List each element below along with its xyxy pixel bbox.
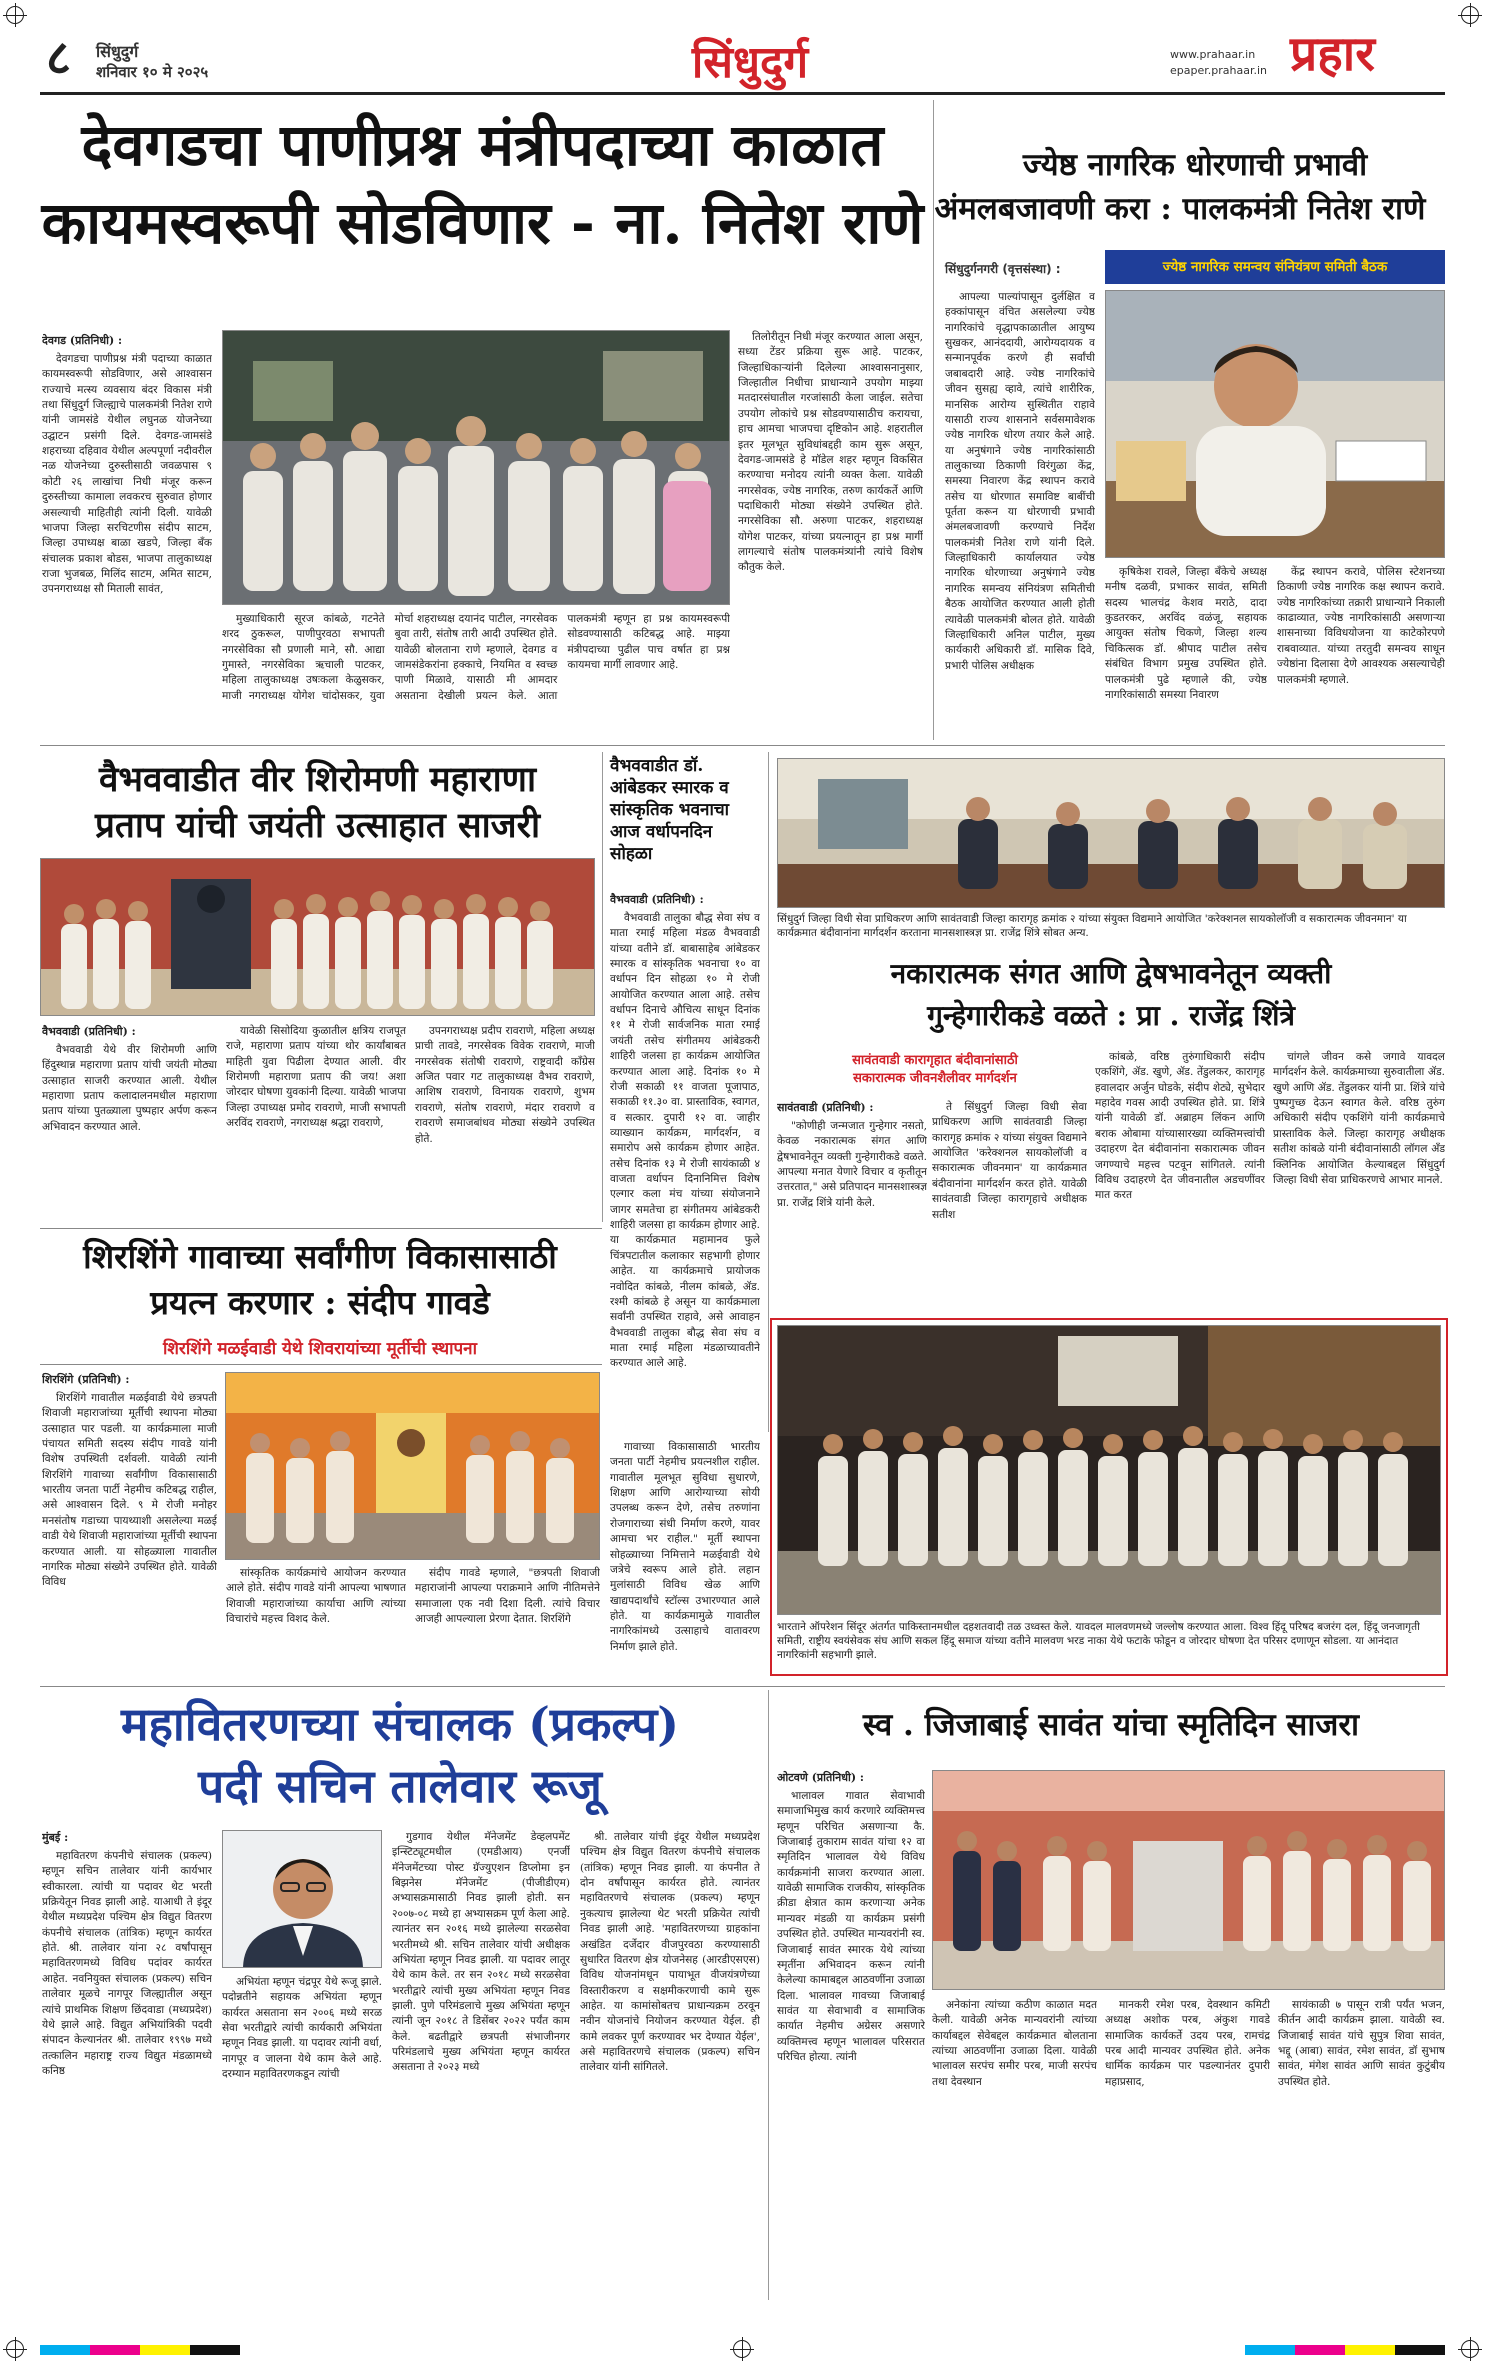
a9-a10-divider [768, 1690, 769, 2300]
a4-a5-divider [768, 752, 769, 1432]
a6-body-col0: "कोणीही जन्मजात गुन्हेगार नसतो, केवळ नकारात्मक संगत आणि द्वेषभावनेतून व्यक्ती गुन्हेगारीकडे वळते. आपल्या मनात येणारे विचार व कृतीतून उत्तरतात," असे प्रतिपादन मानसशास्त्रज्ञ प्रा. राजेंद्र शिंत्रे यांनी केले. [777, 1119, 927, 1209]
a1-dateline: देवगड (प्रतिनिधी) : [42, 334, 123, 347]
section-title: सिंधुदुर्ग [691, 37, 809, 88]
a6-body-col2: कांबळे, वरिष्ठ तुरुंगाधिकारी संदीप एकशिंगे, ॲड. खुणे, ॲड. तेंडुलकर, कारागृह हवालदार अर्जुन घोडके, संदीप शेट्ये, सुभेदार महादेव गवस आदी उपस्थित होते. प्रा. शिंत्रे यांनी यावेळी डॉ. अब्राहम लिंकन आणि बराक ओबामा यांच्यासारख्या व्यक्तिमत्त्वांची उदाहरण देत बंदीवानांना सकारात्मक जीवन जगण्याचे महत्त्व पटवून सांगितले. त्यांनी विविध उदाहरणे देत जीवनातील अडचणींवर मात करत [1095, 1051, 1265, 1202]
a2-photo-illustration [1106, 291, 1445, 558]
a1-column-4 [738, 330, 923, 735]
a9-column-3 [392, 1830, 570, 2295]
a7-column-2 [226, 1566, 406, 1672]
a1-photo-illustration [223, 331, 730, 605]
a2-column-2 [1105, 565, 1267, 735]
a6-body-col3: चांगले जीवन कसे जगावे यावदल मार्गदर्शन केले. कार्यक्रमाच्या सुरुवातीला ॲड. खुणे आणि ॲड. तेंडुलकर यांनी प्रा. शिंत्रे यांचे पुष्पगुच्छ देऊन स्वागत केले. वरिष्ठ तुरुंग अधिकारी संदीप एकशिंगे यांनी कार्यक्रमाचे प्रास्ताविक केले. जिल्हा कारागृह अधीक्षक सतीश कांबळे यांनी बंदीवानांसाठी लॉगल अँड क्लिनिक आयोजित केल्याबद्दल सिंधुदुर्ग जिल्हा विधी सेवा प्राधिकरणचे आभार मानले. [1273, 1051, 1445, 1186]
a3-dateline: वैभववाडी (प्रतिनिधी) : [42, 1025, 136, 1038]
a10-dateline: ओटवणे (प्रतिनिधी) : [777, 1771, 864, 1784]
color-bar-right [1245, 2345, 1445, 2355]
a3-column-3 [415, 1024, 595, 1219]
a9-portrait [222, 1830, 382, 1968]
registration-mark-top-left [6, 6, 24, 24]
a2-body-col2: कृषिकेश रावले, जिल्हा बँकेचे अध्यक्ष मनीष दळवी, प्रभाकर सावंत, समिती सदस्य भालचंद्र केशव मराठे, दादा कुडतरकर, अरविंद वळंजू, सहायक आयुक्त संतोष चिकणे, जिल्हा शल्य चिकित्सक डॉ. श्रीपाद पाटील तसेच संबंधित विभाग प्रमुख उपस्थित होते. पालकमंत्री पुढे म्हणाले की, ज्येष्ठ नागरिकांसाठी समस्या निवारण [1105, 566, 1267, 701]
a4-column [610, 892, 760, 1422]
a1-headline-line1: देवगडचा पाणीप्रश्न मंत्रीपदाच्या काळात [81, 111, 884, 179]
registration-mark-bottom-right [1461, 2340, 1479, 2358]
a1-photo [222, 330, 730, 605]
a3-body-col2: यावेळी सिसोदिया कुळातील क्षत्रिय राजपूत राजे, महाराणा प्रताप यांच्या थोर कार्यांबाबत माहिती युवा पिढीला देण्यात आली. वीर शिरोमणी महाराणा प्रताप की जय! अशा जोरदार घोषणा युवकांनी दिल्या. यावेळी भाजपा जिल्हा उपाध्यक्ष प्रमोद रावराणे, माजी सभापती अरविंद रावराणे, नगराध्यक्ष श्रद्धा रावराणे, [226, 1025, 406, 1130]
a7-body-col1: शिरशिंगे गावातील मळईवाडी येथे छत्रपती शिवाजी महाराजांच्या मूर्तीची स्थापना मोठ्या उत्साहात पार पडली. या कार्यक्रमाला माजी पंचायत समिती सदस्य संदीप गावडे यांनी विशेष उपस्थिती दर्शवली. यावेळी त्यांनी शिरशिंगे गावाच्या सर्वांगीण विकासासाठी भारतीय जनता पार्टी नेहमीच कटिबद्ध राहील, असे आश्वासन दिले. ९ मे रोजी मनोहर मनसंतोष गडाच्या पायथ्याशी असलेल्या मळई वाडी येथे शिवाजी महाराजांच्या मूर्तीची स्थापना करण्यात आली. या सोहळ्याला गावातील नागरिक मोठ्या संख्येने उपस्थित होते. यावेळी विविध [42, 1391, 217, 1589]
a7-column-3 [415, 1566, 600, 1672]
a4-dateline: वैभववाडी (प्रतिनिधी) : [610, 893, 704, 906]
masthead-city: सिंधुदुर्ग [96, 42, 139, 61]
a3-photo [40, 858, 595, 1016]
a1-photo-caption: मुख्याधिकारी सूरज कांबळे, गटनेते शरद ठुकरूल, पाणीपुरवठा सभापती नगरसेविका सौ प्रणाली माने, सौ. आद्या गुमास्ते, नगरसेविका ऋचाली पाटकर, महिला तालुकाध्यक्ष उषःकला केळुसकर, माजी नगराध्यक्ष योगेश चांदोसकर, युवा मोर्चा शहराध्यक्ष दयानंद पाटील, नगरसेवक बुवा तारी, संतोष तारी आदी उपस्थित होते. यावेळी बोलताना राणे म्हणाले, देवगड व जामसंडेकरांना हक्काचे, नियमित व स्वच्छ पाणी मिळावे, यासाठी मी आमदार असताना देखीली प्रयत्न केले. आता पालकमंत्री म्हणून हा प्रश्न कायमस्वरूपी सोडवण्यासाठी कटिबद्ध आहे. माझ्या मंत्रीपदाच्या पुढील पाच वर्षात हा प्रश्न कायमचा मार्गी लावणार आहे. [222, 613, 730, 702]
a2-body-col1: आपल्या पाल्यांपासून दुर्लक्षित व हक्कांपासून वंचित असलेल्या ज्येष्ठ नागरिकांचे वृद्धापकाळातील आयुष्य सुखकर, आनंददायी, आरोग्यदायक व सन्मानपूर्वक करणे ही सर्वांची जबाबदारी आहे. ज्येष्ठ नागरिकांचे जीवन सुसह्य व्हावे, त्यांचे शारीरिक, मानसिक आरोग्य सुस्थितीत राहावे यासाठी राज्य शासनाने सर्वसमावेशक ज्येष्ठ नागरिक धोरण तयार केले आहे. या अनुषंगाने ज्येष्ठ नागरिकांसाठी तालुकाच्या ठिकाणी विरंगुळा केंद्र, समस्या निवारण केंद्र स्थापन करावे तसेच या धोरणात समाविष्ट बाबींची पूर्तता करून या धोरणाची प्रभावी अंमलबजावणी करण्याचे निर्देश पालकमंत्री नितेश राणे यांनी दिले. जिल्हाधिकारी कार्यालयात ज्येष्ठ नागरिक धोरणाच्या अनुषंगाने ज्येष्ठ नागरिक समन्वय संनियंत्रण समितीची बैठक आयोजित करण्यात आली होती त्यावेळी पालकमंत्री बोलत होते. यावेळी जिल्हाधिकारी अनिल पाटील, मुख्य कार्यकारी अधिकारी डॉ. मासिक दिवे, प्रभारी पोलिस अधीक्षक [945, 291, 1095, 672]
a7-headline-line2: प्रयत्न करणार : संदीप गावडे [150, 1283, 490, 1322]
a5-photo [777, 758, 1445, 908]
registration-mark-top-right [1461, 6, 1479, 24]
a6-column-2 [1095, 1050, 1265, 1260]
a10-column-2 [932, 1998, 1097, 2295]
page-number: ८ [46, 30, 71, 86]
a3-column-2 [226, 1024, 406, 1219]
a10-headline: स्व . जिजाबाई सावंत यांचा स्मृतिदिन साजरा [862, 1707, 1360, 1743]
a7-dateline: शिरशिंगे (प्रतिनिधी) : [42, 1373, 130, 1386]
a10-photo-illustration [933, 1771, 1445, 1990]
a9-body-col2: अभियंता म्हणून चंद्रपूर येथे रूजू झाले. पदोन्नतीने सहायक अभियंता म्हणून कार्यरत असताना सन २००६ मध्ये सरळ सेवा भरतीद्वारे त्यांची कार्यकारी अभियंता म्हणून निवड झाली. या पदावर त्यांनी वर्धा, नागपूर व जालना येथे काम केले आहे. दरम्यान महावितरणकडून त्यांची [222, 1976, 382, 2081]
row3-rule [40, 1686, 1445, 1687]
a2-column-1 [945, 290, 1095, 730]
a2-body-col3: केंद्र स्थापन करावे, पोलिस स्टेशनच्या ठिकाणी ज्येष्ठ नागरिक कक्ष स्थापन करावे. ज्येष्ठ नागरिकांच्या तक्रारी प्राधान्याने निकाली काढाव्यात, ज्येष्ठ नागरिकांसाठी असणाऱ्या शासनाच्या विविधयोजना या काटेकोरपणे राबवाव्यात. यांच्या तरतुदी समन्वय साधून ज्येष्ठांना दिलासा देणे आवश्यक असल्याचेही पालकमंत्री म्हणाले. [1277, 566, 1445, 686]
a3-body-col1: वैभववाडी येथे वीर शिरोमणी आणि हिंदुस्थान्न महाराणा प्रताप यांची जयंती मोठ्या उत्साहात साजरी करण्यात आली. येथील महाराणा प्रताप कलादालनमधील महाराणा प्रताप यांच्या पुतळ्याला पुष्पहार अर्पण करून अभिवादन करण्यात आले. [42, 1043, 217, 1133]
a9-body-col1: महावितरण कंपनीचे संचालक (प्रकल्प) म्हणून सचिन तालेवार यांनी कार्यभार स्वीकारला. त्यांची या पदावर थेट भरती प्रक्रियेतून निवड झाली आहे. याआधी ते इंदूर येथील मध्यप्रदेश पश्चिम क्षेत्र विद्युत वितरण कंपनीचे संचालक (तांत्रिक) म्हणून कार्यरत होते. श्री. तालेवार यांना २८ वर्षांपासून महावितरणमध्ये विविध पदांवर कार्यरत आहेत. नवनियुक्त संचालक (प्रकल्प) सचिन तालेवार मूळचे नागपूर जिल्ह्यातील असून त्यांचे प्राथमिक शिक्षण छिंदवाडा (मध्यप्रदेश) येथे झाले आहे. विद्युत अभियांत्रिकी पदवी संपादन केल्यानंतर श्री. तालेवार १९९७ मध्ये तत्कालिन महाराष्ट्र राज्य विद्युत मंडळामध्ये कनिष्ठ [42, 1849, 212, 2077]
a10-photo [932, 1770, 1445, 1990]
a3-headline-line2: प्रताप यांची जयंती उत्साहात साजरी [94, 805, 541, 846]
a1-photo-caption-columns [222, 612, 730, 732]
a6-column-3 [1273, 1050, 1445, 1260]
a9-column-2 [222, 1975, 382, 2295]
a10-body-col4: सायंकाळी ७ पासून रात्री पर्यंत भजन, कीर्तन आदी कार्यक्रम झाला. यावेळी स्व. जिजाबाई सावंत यांचे सुपुत्र शिवा सावंत, भद्दू (आबा) सावंत, रमेश सावंत, डॉ सुभाष सावंत, मंगेश सावंत आणि सावंत कुटुंबीय उपस्थित होते. [1278, 1999, 1445, 2088]
a5-photo-illustration [778, 759, 1445, 908]
a7-subhead: शिरशिंगे मळईवाडी येथे शिवरायांच्या मूर्तीची स्थापना [162, 1339, 478, 1359]
a7-subhead-rule [40, 1364, 602, 1365]
a2-headline-line2: अंमलबजावणी करा : पालकमंत्री नितेश राणे [934, 191, 1426, 227]
a2-badge: ज्येष्ठ नागरिक समन्वय संनियंत्रण समिती बैठक [1105, 250, 1445, 284]
a7-column-1 [42, 1372, 217, 1672]
a7-body-col3: संदीप गावडे म्हणाले, "छत्रपती शिवाजी महाराजांनी आपल्या पराक्रमाने आणि नीतिमत्तेने समाजाला एक नवी दिशा दिली. त्यांचे विचार आजही आपल्याला प्रेरणा देतात. शिरशिंगे [415, 1567, 600, 1626]
row1-rule [40, 745, 1445, 746]
a6-dateline: सावंतवाडी (प्रतिनिधी) : [777, 1101, 874, 1114]
a6-column-0 [777, 1100, 927, 1260]
a6-subhead-line1: सावंतवाडी कारागृहात बंदीवानांसाठी [852, 1053, 1018, 1068]
a4-headline: वैभववाडीत डॉ. आंबेडकर स्मारक व सांस्कृतिक भवनाचा आज वर्धापनदिन सोहळा [610, 756, 730, 865]
a5-photo-caption: सिंधुदुर्ग जिल्हा विधी सेवा प्राधिकरण आणि सावंतवाडी जिल्हा कारागृह क्रमांक २ यांच्या संयुक्त विद्यमाने आयोजित 'करेक्शनल सायकोलॉजी व सकारात्मक जीवनमान' या कार्यक्रमात बंदीवानांना मार्गदर्शन करताना मानसशास्त्रज्ञ प्रा. राजेंद्र शिंत्रे सोबत अन्य. [777, 913, 1407, 940]
a1-column-1 [42, 333, 212, 733]
a7-photo-illustration [226, 1373, 600, 1560]
a3-a4-divider [602, 752, 603, 1222]
a10-column-3 [1105, 1998, 1270, 2295]
a2-headline-line1: ज्येष्ठ नागरिक धोरणाची प्रभावी [1022, 147, 1368, 183]
a3-photo-illustration [41, 859, 595, 1016]
a10-body-col1: भालावल गावात सेवाभावी समाजाभिमुख कार्य करणारे व्यक्तिमत्त्व म्हणून परिचित असणाऱ्या कै. जिजाबाई तुकाराम सावंत यांचा १२ वा स्मृतिदिन भालावल येथे विविध कार्यक्रमांनी साजरा करण्यात आला. यावेळी सामाजिक राजकीय, सांस्कृतिक क्रीडा क्षेत्रात काम करणाऱ्या अनेक मान्यवर मंडळी या कार्यक्रम प्रसंगी उपस्थित होते. उपस्थित मान्यवरांनी स्व. जिजाबाई सावंत स्मारक येथे त्यांच्या स्मृतींना अभिवादन करून त्यांनी केलेल्या कामाबद्दल आठवणींना उजाळा दिला. भालावल गावच्या जिजाबाई सावंत या सेवाभावी व सामाजिक कार्यात नेहमीच अग्रेसर असणारे व्यक्तिमत्त्व म्हणून भालावल परिसरात परिचित होत्या. त्यांनी [777, 1789, 925, 2064]
a9-headline-line1: महावितरणच्या संचालक (प्रकल्प) [120, 1697, 680, 1751]
a10-body-col3: मानकरी रमेश परब, देवस्थान कमिटी अध्यक्ष अशोक परब, अंकुश गावडे सामाजिक कार्यकर्ते उदय परब, रामचंद्र परब आदी मान्यवर उपस्थित होते. अनेक धार्मिक कार्यक्रम पार पडल्यानंतर दुपारी महाप्रसाद, [1105, 1999, 1270, 2088]
a1-body-col1: देवगडचा पाणीप्रश्न मंत्री पदाच्या काळात कायमस्वरूपी सोडविणार, असे आश्वासन राज्याचे मत्स्य व्यवसाय बंदर विकास मंत्री तथा सिंधुदुर्ग जिल्ह्याचे पालकमंत्री नितेश राणे यांनी जामसंडे येथील लघुनळ योजनेच्या उद्घाटन प्रसंगी दिले. देवगड-जामसंडे शहराच्या दहिवाव येथील अल्पपूर्णा नदीवरील नळ योजनेच्या दुरुस्तीसाठी जवळपास ९ कोटी २६ लाखांचा निधी मंजूर करून दुरुस्तीच्या कामाला लवकरच सुरुवात होणार असल्याची माहितीही त्यांनी दिली. यावेळी भाजपा जिल्हा सरचिटणीस संदीप साटम, जिल्हा उपाध्यक्ष बाळा खडपे, जिल्हा बँक संचालक प्रकाश बोडस, भाजपा तालुकाध्यक्ष राजा भुजबळ, मिलिंद साटम, अमित साटम, उपनगराध्यक्ष सौ मिताली सावंत, [42, 352, 212, 596]
a9-column-4 [580, 1830, 760, 2295]
a7-body-col4: गावाच्या विकासासाठी भारतीय जनता पार्टी नेहमीच प्रयत्नशील राहील. गावातील मूलभूत सुविधा सुधारणे, शिक्षण आणि आरोग्याच्या सोयी उपलब्ध करून देणे, तसेच तरुणांना रोजगाराच्या संधी निर्माण करणे, यावर आमचा भर राहील." मूर्ती स्थापना सोहळ्याच्या निमित्ताने मळईवाडी येथे जत्रेचे स्वरूप आले होते. लहान मुलांसाठी विविध खेळ आणि खाद्यपदार्थांचे स्टॉल्स उभारण्यात आले होते. या कार्यक्रमामुळे गावातील नागरिकांमध्ये उत्साहाचे वातावरण निर्माण झाले होते. [610, 1441, 760, 1653]
a7-photo [225, 1372, 600, 1560]
a8-photo-caption: भारताने ऑपरेशन सिंदूर अंतर्गत पाकिस्तानमधील दहशतवादी तळ उध्वस्त केले. यावदल मालवणमध्ये जल्लोष करण्यात आला. विश्व हिंदू परिषद बजरंग दल, हिंदू जनजागृती समिती, राष्ट्रीय स्वयंसेवक संघ आणि सकल हिंदू समाज यांच्या वतीने मालवण भरड नाका येथे फटाके फोडून व जोरदार घोषणा देत परिसर दणाणून सोडला. या आनंदात नागरिकांनी सहभागी झाले. [777, 1621, 1420, 1662]
a9-column-1 [42, 1830, 212, 2295]
registration-mark-bottom-center [733, 2340, 751, 2358]
a7-body-col2: सांस्कृतिक कार्यक्रमांचे आयोजन करण्यात आले होते. संदीप गावडे यांनी आपल्या भाषणात शिवाजी महाराजांच्या कार्याचा आणि त्यांच्या विचारांचे महत्त्व विशद केले. [226, 1567, 406, 1626]
a9-body-col4: श्री. तालेवार यांची इंदूर येथील मध्यप्रदेश पश्चिम क्षेत्र विद्युत वितरण कंपनीचे संचालक (तांत्रिक) म्हणून निवड झाली. या कंपनीत ते दोन वर्षांपासून कार्यरत होते. त्यानंतर महावितरणचे संचालक (प्रकल्प) म्हणून नुकत्याच झालेल्या थेट भरती प्रक्रियेत त्यांची निवड झाली आहे. 'महावितरणच्या ग्राहकांना अखंडित दर्जेदार वीजपुरवठा करण्यासाठी सुधारित वितरण क्षेत्र योजनेसह (आरडीएसएस) विविध योजनांमधून पायाभूत वीजयंत्रणेच्या विस्तारीकरण व सक्षमीकरणाची कामे सुरू आहेत. या कामांसोबतच प्राधान्यक्रम ठरवून नवीन योजनांचे नियोजन करण्यात येईल. ही कामे लवकर पूर्ण करण्यावर भर देण्यात येईल', असे महावितरणचे संचालक (प्रकल्प) सचिन तालेवार यांनी सांगितले. [580, 1831, 760, 2074]
a9-headline-line2: पदी सचिन तालेवार रूजू [198, 1759, 602, 1813]
a3-headline-line1: वैभववाडीत वीर शिरोमणी महाराणा [98, 759, 537, 800]
a7-column-4 [610, 1440, 760, 1670]
a2-photo [1105, 290, 1445, 558]
a3-body-col3: उपनगराध्यक्ष प्रदीप रावराणे, महिला अध्यक्ष प्राची तावडे, नगरसेवक विवेक रावराणे, माजी नगरसेवक संतोषी रावराणे, राष्ट्रवादी काँग्रेस अजित पवार गट तालुकाध्यक्ष वैभव रावराणे, आशिष रावराणे, विनायक रावराणे, शुभम रावराणे, संतोष रावराणे, मंदार रावराणे व रावराणे समाजबांधव मोठ्या संख्येने उपस्थित होते. [415, 1025, 595, 1145]
a1-headline-line2: कायमस्वरूपी सोडविणार - ना. नितेश राणे [41, 189, 924, 257]
a4-body: वैभववाडी तालुका बौद्ध सेवा संघ व माता रमाई महिला मंडळ वैभववाडी यांच्या वतीने डॉ. बाबासाहेब आंबेडकर स्मारक व सांस्कृतिक भवनाचा १० वा वर्धापन दिन सोहळा १० मे रोजी आयोजित करण्यात आला आहे. तसेच वर्धापन दिनाचे औचित्य साधून दिनांक ११ मे रोजी सार्वजनिक माता रमाई जयंती तसेच संगीतमय आंबेडकरी शाहिरी जलसा हा कार्यक्रम आयोजित करण्यात आला आहे. दिनांक १० मे रोजी सकाळी ११ वाजता पूजापाठ, सकाळी ११.३० वा. प्रास्ताविक, स्वागत, व सत्कार. दुपारी १२ वा. जाहीर व्याख्यान कार्यक्रम, मार्गदर्शन, व समारोप असे कार्यक्रम होणार आहेत. तसेच दिनांक १३ मे रोजी सायंकाळी ४ वाजता वर्धापन दिनानिमित्त विशेष एल्गार कला मंच यांच्या संयोजनाने जागर समतेचा हा संगीतमय आंबेडकरी शाहिरी जलसा हा कार्यक्रम होणार आहे. या कार्यक्रमात महामानव फुले चिंत्रपटातील कलाकार सहभागी होणार आहेत. या कार्यक्रमाचे प्रायोजक नवोदित कांबळे, नीलम कांबळे, ॲड. रश्मी कांबळे हे असून या कार्यक्रमाला सर्वांनी उपस्थित राहावे, असे आवाहन वैभववाडी तालुका बौद्ध सेवा संघ व माता रमाई महिला मंडळाच्यावतीने करण्यात आले आहे. [610, 911, 760, 1370]
epaper-url[interactable]: epaper.prahaar.in [1170, 64, 1267, 77]
color-bar-left [40, 2345, 240, 2355]
a6-headline-line1: नकारात्मक संगत आणि द्वेषभावनेतून व्यक्ती [890, 957, 1332, 990]
a2-dateline: सिंधुदुर्गनगरी (वृत्तसंस्था) : [945, 262, 1061, 276]
a2-column-3 [1277, 565, 1445, 735]
a10-body-col2: अनेकांना त्यांच्या कठीण काळात मदत केली. यावेळी अनेक मान्यवरांनी त्यांच्या कार्याबद्दल सेवेबद्दल कार्यक्रमात बोलताना त्यांच्या आठवणींना उजाळा दिला. यावेळी भालावल सरपंच समीर परब, माजी सरपंच तथा देवस्थान [932, 1999, 1097, 2088]
a3-a7-rule [40, 1228, 602, 1229]
a8-photo-illustration [778, 1326, 1441, 1615]
masthead-rule [40, 92, 1445, 95]
a9-portrait-illustration [223, 1831, 382, 1968]
masthead-date: शनिवार १० मे २०२५ [96, 63, 209, 81]
a6-column-1 [932, 1100, 1087, 1260]
a9-dateline: मुंबई : [42, 1831, 69, 1844]
website-url[interactable]: www.prahaar.in [1170, 48, 1256, 61]
a6-subhead-line2: सकारात्मक जीवनशैलीवर मार्गदर्शन [853, 1071, 1017, 1086]
a7-headline-line1: शिरशिंगे गावाच्या सर्वांगीण विकासासाठी [83, 1237, 557, 1276]
registration-mark-bottom-left [6, 2340, 24, 2358]
a6-body-col1: ते सिंधुदुर्ग जिल्हा विधी सेवा प्राधिकरण आणि सावंतवाडी जिल्हा कारागृह क्रमांक २ यांच्या संयुक्त विद्यमाने आयोजित 'करेक्शनल सायकोलॉजी व सकारात्मक जीवनमान' या कार्यक्रमात बंदीवानांना मार्गदर्शन करत होते. यावेळी सावंतवाडी जिल्हा कारागृहाचे अधीक्षक सतीश [932, 1101, 1087, 1221]
a1-body-col4: तिलोरीतून निधी मंजूर करण्यात आला असून, सध्या टेंडर प्रक्रिया सुरू आहे. पाटकर, जिल्हाधिकाऱ्यांनी दिलेल्या आश्वासनानुसार, जिल्हातील निधीचा प्राधान्याने उपयोग माझ्या मतदारसंघातील गरजांसाठी केला जाईल. सतेचा उपयोग लोकांचे प्रश्न सोडवण्यासाठीच करायचा, हाच आमचा भाजपचा दृष्टिकोन आहे. शहरातील इतर मूलभूत सुविधांबद्दही काम सुरू असून, देवगड-जामसंडे हे मॉडेल शहर म्हणून विकसित करण्याचा मनोदय त्यांनी व्यक्त केला. यावेळी नगरसेवक, ज्येष्ठ नागरिक, तरुण कार्यकर्ते आणि पदाधिकारी मोठ्या संख्येने उपस्थित होते. नगरसेविका सौ. अरुणा पाटकर, शहराध्यक्ष योगेश पाटकर, यांच्या प्रयत्नातून हा प्रश्न मार्गी लागल्याचे संतोष पालकमंत्र्यांनी त्यांचे विशेष कौतुक केले. [738, 331, 923, 574]
a10-column-1 [777, 1770, 925, 2295]
a8-photo [777, 1325, 1441, 1615]
a3-column-1 [42, 1024, 217, 1219]
a9-body-col3: गुडगाव येथील मॅनेजमेंट डेव्हलपमेंट इन्स्टिट्यूटमधील (एमडीआय) एनर्जी मॅनेजमेंटच्या पोस्ट ग्रॅज्युएशन डिप्लोमा इन बिझनेस मॅनेजमेंट (पीजीडीएम) अभ्यासक्रमासाठी निवड झाली होती. सन २००७-०८ मध्ये हा अभ्यासक्रम पूर्ण केला आहे. त्यानंतर सन २०१६ मध्ये झालेल्या सरळसेवा भरतीमध्ये श्री. सचिन तालेवार यांची अधीक्षक अभियंता म्हणून निवड झाली. या पदावर लातूर येथे काम केले. तर सन २०१८ मध्ये सरळसेवा भरतीद्वारे त्यांची मुख्य अभियंता म्हणून निवड झाली. पुणे परिमंडलाचे मुख्य अभियंता म्हणून त्यांनी जून २०१८ ते डिसेंबर २०२२ पर्यंत काम केले. बढतीद्वारे छत्रपती संभाजीनगर परिमंडलाचे मुख्य अभियंता म्हणून कार्यरत असताना ते २०२३ मध्ये [392, 1831, 570, 2074]
a6-headline-line2: गुन्हेगारीकडे वळते : प्रा . राजेंद्र शिंत्रे [927, 999, 1295, 1032]
a10-column-4 [1278, 1998, 1445, 2295]
brand-logo: प्रहार [1290, 26, 1375, 82]
